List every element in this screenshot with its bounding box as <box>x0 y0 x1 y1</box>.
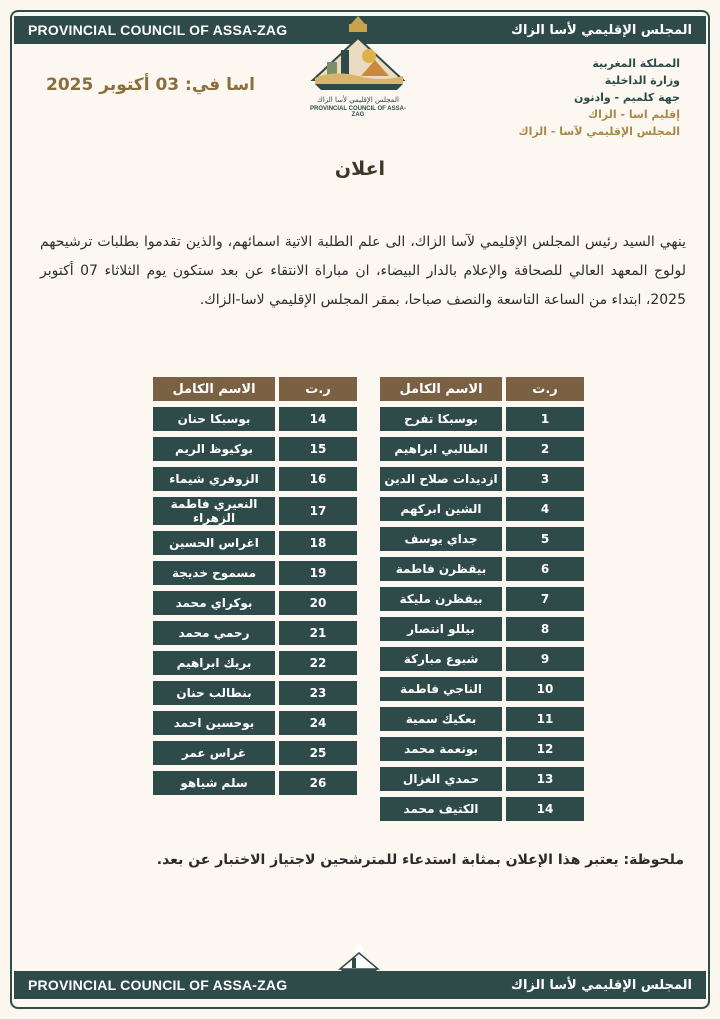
table-row <box>153 437 357 461</box>
candidate-name: بيللو انتصار <box>380 617 502 641</box>
candidate-name: بيقظرن مليكة <box>380 587 502 611</box>
candidate-name: مسموح خديجة <box>153 561 275 585</box>
candidate-name: الناجي فاطمة <box>380 677 502 701</box>
authority-line: جهة كلميم - وادنون <box>574 91 680 104</box>
footer-title-ar: المجلس الإقليمي لأسا الزاك <box>511 977 692 993</box>
announcement-note: ملحوظة: يعتبر هذا الإعلان بمثابة استدعاء للمترشحين لاجتياز الاختبار عن بعد. <box>156 852 684 868</box>
candidate-name: الكتيف محمد <box>380 797 502 821</box>
candidates-table-right <box>380 371 584 827</box>
authority-line: المملكة المغربية <box>592 57 680 70</box>
council-emblem-icon <box>336 941 382 975</box>
row-number: 17 <box>279 497 357 525</box>
announcement-title: اعلان <box>334 158 386 180</box>
column-header-name: الاسم الكامل <box>153 377 275 401</box>
authority-line: إقليم اسا - الزاك <box>588 108 680 121</box>
table-row <box>153 561 357 585</box>
table-row <box>153 771 357 795</box>
row-number: 26 <box>279 771 357 795</box>
candidate-name: بنطالب حنان <box>153 681 275 705</box>
table-row <box>380 407 584 431</box>
candidate-name: الشين ابركهم <box>380 497 502 521</box>
table-row <box>380 587 584 611</box>
table-row <box>380 557 584 581</box>
row-number: 14 <box>279 407 357 431</box>
row-number: 12 <box>506 737 584 761</box>
candidate-name: سلم شياهو <box>153 771 275 795</box>
table-row <box>380 797 584 821</box>
row-number: 3 <box>506 467 584 491</box>
table-row <box>380 737 584 761</box>
candidate-name: بوحسين احمد <box>153 711 275 735</box>
column-header-number: ر.ت <box>279 377 357 401</box>
candidate-name: بوكيوظ الريم <box>153 437 275 461</box>
candidate-name: بوسبكا تفرح <box>380 407 502 431</box>
table-row <box>153 711 357 735</box>
candidate-name: بوكراي محمد <box>153 591 275 615</box>
candidate-name: الزوفري شيماء <box>153 467 275 491</box>
row-number: 14 <box>506 797 584 821</box>
candidate-name: حمدي الغزال <box>380 767 502 791</box>
table-row <box>153 407 357 431</box>
table-row <box>380 647 584 671</box>
logo-name-en: PROVINCIAL COUNCIL OF ASSA-ZAG <box>310 106 406 118</box>
row-number: 24 <box>279 711 357 735</box>
row-number: 2 <box>506 437 584 461</box>
table-row <box>380 497 584 521</box>
header-title-en: PROVINCIAL COUNCIL OF ASSA-ZAG <box>28 22 288 38</box>
announcement-body: ينهي السيد رئيس المجلس الإقليمي لآسا الزاك، الى علم الطلبة الاتية اسمائهم، والذين تقدموا بطلبات ترشيحهم لولوج المعهد العالي للصحافة والإعلام بالدار البيضاء، ان مباراة الانتقاء عن بعد ستكون يوم الثلاثاء 07 أكتوبر 2025، ابتداء من الساعة التاسعة والنصف صباحا، بمقر المجلس الإقليمي لاسا-الزاك. <box>40 234 686 308</box>
row-number: 11 <box>506 707 584 731</box>
row-number: 1 <box>506 407 584 431</box>
candidate-name: غراس عمر <box>153 741 275 765</box>
table-row <box>153 741 357 765</box>
candidate-name: رحمي محمد <box>153 621 275 645</box>
candidate-name: بريك ابراهيم <box>153 651 275 675</box>
candidate-name: ازديدات صلاح الدين <box>380 467 502 491</box>
column-header-number: ر.ت <box>506 377 584 401</box>
candidates-table-left <box>153 371 357 801</box>
row-number: 16 <box>279 467 357 491</box>
header-title-ar: المجلس الإقليمي لأسا الزاك <box>511 22 692 38</box>
candidate-name: بونعمة محمد <box>380 737 502 761</box>
row-number: 8 <box>506 617 584 641</box>
row-number: 5 <box>506 527 584 551</box>
table-row <box>380 467 584 491</box>
row-number: 25 <box>279 741 357 765</box>
table-row <box>153 651 357 675</box>
table-row <box>380 677 584 701</box>
table-row <box>153 621 357 645</box>
footer-bar <box>14 971 706 999</box>
row-number: 10 <box>506 677 584 701</box>
candidate-name: بيقظرن فاطمة <box>380 557 502 581</box>
row-number: 18 <box>279 531 357 555</box>
row-number: 13 <box>506 767 584 791</box>
row-number: 20 <box>279 591 357 615</box>
candidate-name: بعكيك سمية <box>380 707 502 731</box>
authority-line: وزارة الداخلية <box>604 74 680 87</box>
table-row <box>380 707 584 731</box>
row-number: 7 <box>506 587 584 611</box>
candidate-name: اغراس الحسين <box>153 531 275 555</box>
column-header-name: الاسم الكامل <box>380 377 502 401</box>
document-date: اسا في: 03 أكتوبر 2025 <box>46 75 256 95</box>
row-number: 21 <box>279 621 357 645</box>
table-row <box>380 617 584 641</box>
authority-line: المجلس الإقليمي لآسا - الزاك <box>518 125 680 138</box>
candidate-name: بوسبكا حنان <box>153 407 275 431</box>
candidate-name: النعيري فاطمة الزهراء <box>153 497 275 525</box>
row-number: 4 <box>506 497 584 521</box>
table-row <box>380 437 584 461</box>
table-row <box>380 527 584 551</box>
row-number: 23 <box>279 681 357 705</box>
table-row <box>380 767 584 791</box>
issuing-authority <box>480 55 680 140</box>
candidate-name: شبوع مباركة <box>380 647 502 671</box>
row-number: 22 <box>279 651 357 675</box>
row-number: 15 <box>279 437 357 461</box>
candidate-name: الطالبي ابراهيم <box>380 437 502 461</box>
table-row <box>153 497 357 525</box>
row-number: 9 <box>506 647 584 671</box>
row-number: 19 <box>279 561 357 585</box>
logo-name-ar: المجلس الإقليمي لأسا الزاك <box>317 96 399 104</box>
candidate-name: جداي يوسف <box>380 527 502 551</box>
table-row <box>153 591 357 615</box>
table-row <box>153 467 357 491</box>
row-number: 6 <box>506 557 584 581</box>
footer-title-en: PROVINCIAL COUNCIL OF ASSA-ZAG <box>28 977 288 993</box>
table-row <box>153 681 357 705</box>
table-row <box>153 531 357 555</box>
